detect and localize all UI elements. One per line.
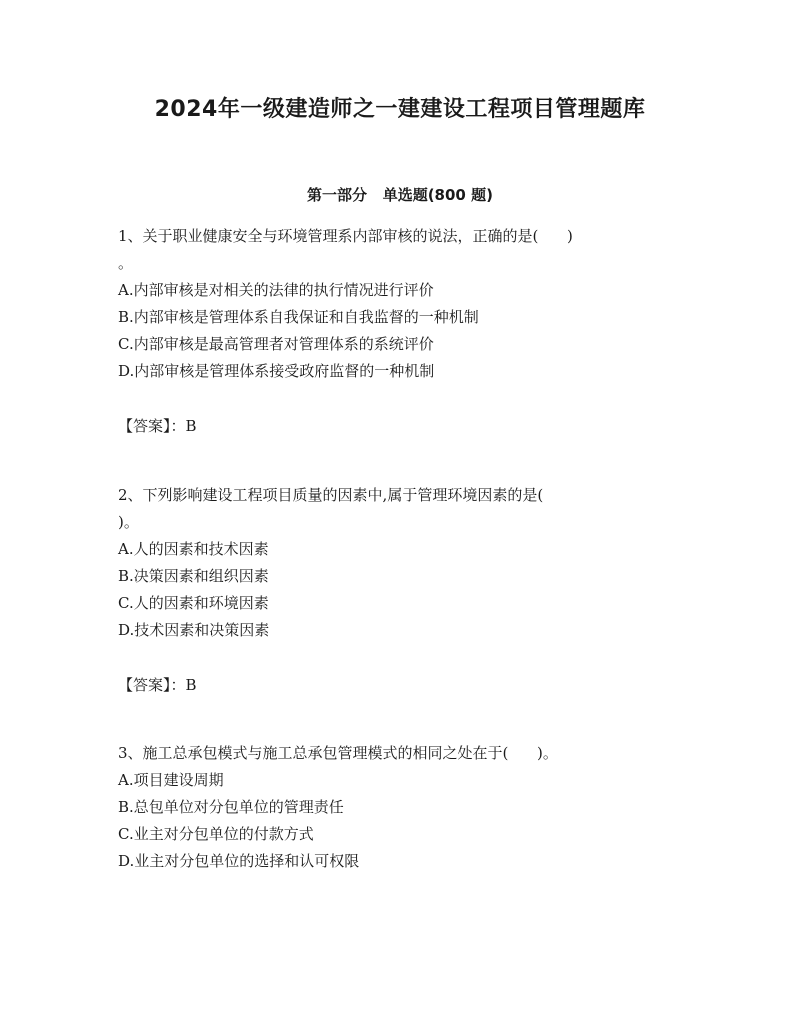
question-1-stem: 1、关于职业健康安全与环境管理系内部审核的说法，正确的是( ) [118,227,573,245]
question-2-option-c: C.人的因素和环境因素 [118,594,269,612]
question-1-option-b: B.内部审核是管理体系自我保证和自我监督的一种机制 [118,308,479,326]
question-3-option-b: B.总包单位对分包单位的管理责任 [118,798,344,816]
question-2-option-a: A.人的因素和技术因素 [118,540,269,558]
question-3-option-a: A.项目建设周期 [118,771,224,789]
question-3-option-c: C.业主对分包单位的付款方式 [118,825,314,843]
question-2-option-b: B.决策因素和组织因素 [118,567,269,585]
question-1-stem-continued: 。 [118,254,134,272]
question-1-answer: 【答案】：B [118,417,197,435]
question-1-option-d: D.内部审核是管理体系接受政府监督的一种机制 [118,362,435,380]
section-heading: 第一部分 单选题(800 题) [307,186,493,204]
question-2-answer: 【答案】：B [118,676,197,694]
question-2-stem-continued: )。 [118,513,139,531]
document-title: 2024年一级建造师之一建建设工程项目管理题库 [154,97,646,122]
question-2-stem: 2、下列影响建设工程项目质量的因素中,属于管理环境因素的是( [118,486,544,504]
question-2-option-d: D.技术因素和决策因素 [118,621,270,639]
question-3-stem: 3、施工总承包模式与施工总承包管理模式的相同之处在于( )。 [118,744,558,762]
question-1-option-c: C.内部审核是最高管理者对管理体系的系统评价 [118,335,434,353]
question-3-option-d: D.业主对分包单位的选择和认可权限 [118,852,360,870]
question-1-option-a: A.内部审核是对相关的法律的执行情况进行评价 [118,281,434,299]
